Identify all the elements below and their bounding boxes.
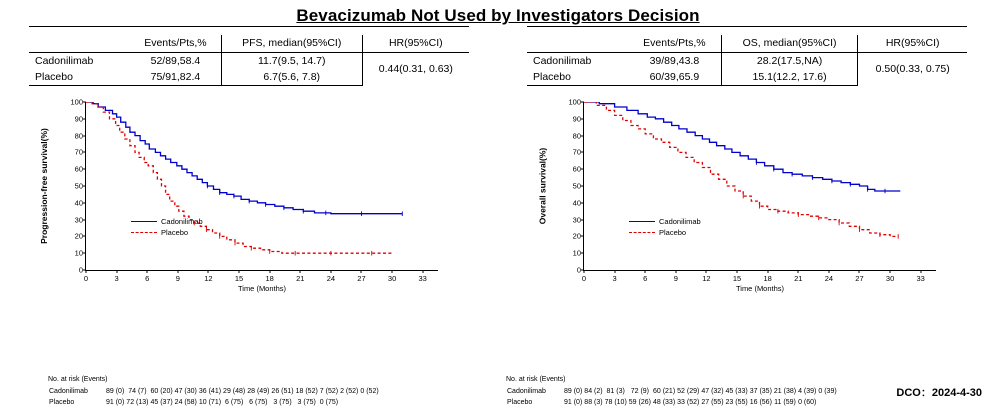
legend-swatch-cadonilimab [131, 221, 157, 222]
row-label-cadonilimab: Cadonilimab [35, 55, 94, 67]
x-tick-label: 30 [387, 274, 397, 283]
x-tick-label: 3 [114, 274, 119, 283]
y-tick-label: 20 [74, 231, 83, 241]
risk-cell: 45 (37) [150, 399, 173, 406]
y-tick-mark [581, 202, 584, 203]
risk-row-label: Cadonilimab [49, 388, 88, 395]
row-median-cadonilimab: 28.2(17.5,NA) [721, 53, 858, 70]
risk-row [48, 397, 380, 408]
y-tick-label: 80 [572, 131, 581, 141]
page-title: Bevacizumab Not Used by Investigators Decision [296, 6, 700, 25]
x-tick-label: 3 [612, 274, 617, 283]
risk-table-header: No. at risk (Events) [506, 376, 566, 383]
panel-pfs [0, 26, 498, 406]
x-axis-label-os: Time (Months) [735, 284, 785, 293]
row-label-placebo: Placebo [527, 69, 628, 86]
y-tick-label: 50 [572, 181, 581, 191]
x-tick-label: 18 [265, 274, 274, 283]
row-median-placebo: 15.1(12.2, 17.6) [721, 69, 858, 86]
km-curve-cadonilimab [584, 102, 900, 191]
summary-header-events: Events/Pts,% [130, 35, 221, 53]
y-tick-label: 90 [572, 114, 581, 124]
row-events-placebo: 60/39,65.9 [628, 69, 721, 86]
x-tick-mark [645, 270, 646, 273]
x-tick-mark [422, 270, 423, 273]
x-tick-label: 33 [418, 274, 427, 283]
risk-cell: 27 (55) [701, 399, 724, 406]
row-label-placebo: Placebo [29, 69, 130, 86]
y-tick-label: 70 [572, 147, 581, 157]
risk-cell: 47 (30) [174, 388, 197, 395]
risk-cell: 81 (3) [606, 388, 625, 395]
x-tick-label: 33 [916, 274, 925, 283]
x-tick-mark [614, 270, 615, 273]
x-tick-label: 27 [357, 274, 366, 283]
y-tick-label: 40 [74, 198, 83, 208]
x-tick-mark [330, 270, 331, 273]
x-tick-label: 24 [824, 274, 834, 283]
y-tick-label: 20 [572, 231, 581, 241]
legend-label-cadonilimab: Cadonilimab [161, 217, 203, 226]
y-tick-mark [83, 236, 86, 237]
table-row [29, 53, 469, 70]
x-tick-mark [116, 270, 117, 273]
x-tick-label: 9 [673, 274, 678, 283]
panels-container [0, 26, 996, 406]
summary-header-events: Events/Pts,% [628, 35, 721, 53]
row-hr-value: 0.50(0.33, 0.75) [858, 53, 967, 86]
row-hr-value: 0.44(0.31, 0.63) [362, 53, 469, 86]
risk-cell: 91 (0) [564, 399, 583, 406]
risk-cell: 60 (20) [150, 388, 173, 395]
risk-cell: 36 (41) [198, 388, 222, 395]
risk-cell: 88 (3) [584, 399, 603, 406]
x-tick-mark [798, 270, 799, 273]
x-tick-label: 6 [145, 274, 150, 283]
row-median-placebo: 6.7(5.6, 7.8) [221, 69, 362, 86]
table-row [527, 53, 967, 70]
plot-axes-os [568, 97, 936, 293]
table-top-rule [29, 26, 469, 27]
x-tick-mark [361, 270, 362, 273]
y-tick-mark [83, 135, 86, 136]
risk-cell: 3 (75) [273, 399, 292, 406]
risk-cell: 52 (29) [677, 388, 700, 395]
risk-row [506, 397, 838, 408]
x-axis-label-pfs: Time (Months) [237, 284, 287, 293]
y-tick-mark [581, 253, 584, 254]
x-tick-label: 15 [234, 274, 244, 283]
risk-cell: 45 (33) [725, 388, 748, 395]
panel-os [498, 26, 996, 406]
legend-swatch-placebo [629, 232, 655, 233]
summary-table-os [527, 35, 967, 86]
risk-table-body [48, 386, 380, 408]
y-axis-label-os: Overall survival(%) [537, 147, 548, 224]
y-tick-label: 70 [74, 147, 83, 157]
x-tick-mark [584, 270, 585, 273]
risk-table-body [506, 386, 838, 408]
risk-cell: 24 (58) [174, 399, 197, 406]
risk-cell: 60 (21) [652, 388, 676, 395]
km-curve-cadonilimab [86, 102, 402, 214]
risk-cell: 16 (56) [749, 399, 772, 406]
y-tick-label: 100 [70, 97, 83, 107]
risk-cell: 6 (75) [249, 399, 268, 406]
summary-header-hr: HR(95%CI) [362, 35, 469, 53]
x-tick-label: 0 [581, 274, 587, 283]
y-tick-label: 100 [568, 97, 581, 107]
summary-header-median: OS, median(95%CI) [721, 35, 858, 53]
summary-header-blank [527, 35, 628, 53]
y-tick-mark [581, 152, 584, 153]
y-tick-label: 10 [572, 248, 581, 258]
y-tick-mark [581, 186, 584, 187]
plot-axes-pfs [70, 97, 438, 293]
risk-cell: 47 (32) [701, 388, 724, 395]
risk-cell: 21 (38) [773, 388, 797, 395]
y-tick-label: 30 [572, 215, 581, 225]
legend-item [629, 227, 701, 238]
risk-cell: 28 (49) [247, 388, 270, 395]
y-tick-label: 0 [576, 265, 581, 275]
y-tick-mark [83, 152, 86, 153]
y-tick-mark [83, 186, 86, 187]
risk-cell: 48 (33) [652, 399, 676, 406]
legend-swatch-cadonilimab [629, 221, 655, 222]
x-tick-mark [147, 270, 148, 273]
risk-cell: 3 (75) [297, 399, 316, 406]
risk-cell: 33 (52) [677, 399, 700, 406]
risk-row-label: Cadonilimab [507, 388, 546, 395]
km-curves-pfs [86, 102, 438, 270]
legend-os [629, 216, 701, 238]
legend-item [131, 227, 203, 238]
y-tick-label: 60 [74, 164, 83, 174]
risk-table-header: No. at risk (Events) [48, 376, 108, 383]
x-tick-mark [392, 270, 393, 273]
risk-cell: 89 (0) [106, 388, 125, 395]
row-events-cadonilimab: 39/89,43.8 [649, 55, 700, 67]
row-events-cadonilimab: 52/89,58.4 [150, 55, 201, 67]
x-tick-label: 21 [296, 274, 305, 283]
y-tick-label: 80 [74, 131, 83, 141]
summary-header-median: PFS, median(95%CI) [221, 35, 362, 53]
x-tick-mark [767, 270, 768, 273]
x-tick-mark [706, 270, 707, 273]
x-tick-mark [269, 270, 270, 273]
x-tick-mark [828, 270, 829, 273]
summary-table-pfs [29, 35, 469, 86]
x-tick-mark [239, 270, 240, 273]
y-tick-mark [581, 219, 584, 220]
risk-cell: 18 (52) [295, 388, 318, 395]
x-tick-label: 0 [83, 274, 89, 283]
x-tick-label: 18 [763, 274, 772, 283]
risk-cell [339, 397, 359, 408]
risk-cell [817, 397, 837, 408]
y-axis-label-pfs: Progression-free survival(%) [39, 127, 50, 244]
legend-pfs [131, 216, 203, 238]
risk-cell [359, 397, 379, 408]
summary-header-blank [29, 35, 130, 53]
x-tick-mark [208, 270, 209, 273]
risk-cell: 37 (35) [749, 388, 772, 395]
x-tick-mark [920, 270, 921, 273]
risk-cell: 6 (75) [224, 399, 244, 406]
risk-cell: 11 (59) [774, 399, 796, 406]
row-median-cadonilimab: 11.7(9.5, 14.7) [221, 53, 362, 70]
y-tick-mark [581, 169, 584, 170]
x-tick-label: 15 [732, 274, 742, 283]
x-tick-mark [859, 270, 860, 273]
x-tick-label: 6 [643, 274, 648, 283]
summary-header-hr: HR(95%CI) [858, 35, 967, 53]
y-tick-label: 0 [78, 265, 83, 275]
x-tick-mark [177, 270, 178, 273]
risk-row [48, 386, 380, 397]
legend-item [131, 216, 203, 227]
risk-table-os [506, 374, 838, 408]
risk-cell: 0 (39) [818, 388, 837, 395]
risk-cell: 29 (48) [223, 388, 246, 395]
x-tick-label: 9 [175, 274, 180, 283]
legend-label-cadonilimab: Cadonilimab [659, 217, 701, 226]
risk-cell: 4 (39) [798, 388, 817, 395]
risk-cell: 89 (0) [564, 388, 583, 395]
risk-cell: 23 (55) [725, 399, 748, 406]
y-tick-mark [581, 236, 584, 237]
risk-cell: 78 (10) [604, 399, 627, 406]
risk-cell: 7 (52) [319, 388, 339, 395]
y-tick-mark [83, 102, 86, 103]
x-tick-mark [86, 270, 87, 273]
y-tick-label: 10 [74, 248, 83, 258]
y-tick-label: 50 [74, 181, 83, 191]
risk-cell: 2 (52) [340, 388, 359, 395]
y-tick-mark [83, 202, 86, 203]
y-tick-mark [83, 219, 86, 220]
y-tick-label: 90 [74, 114, 83, 124]
x-tick-mark [890, 270, 891, 273]
x-tick-label: 12 [204, 274, 213, 283]
x-tick-label: 24 [326, 274, 336, 283]
legend-item [629, 216, 701, 227]
risk-cell: 59 (26) [628, 399, 651, 406]
risk-table-pfs [48, 374, 380, 408]
legend-label-placebo: Placebo [161, 228, 189, 237]
row-events-placebo: 75/91,82.4 [130, 69, 221, 86]
risk-row [506, 386, 838, 397]
legend-label-placebo: Placebo [659, 228, 687, 237]
legend-swatch-placebo [131, 232, 157, 233]
risk-cell: 0 (52) [360, 388, 379, 395]
risk-cell: 91 (0) [106, 399, 125, 406]
risk-row-label: Placebo [507, 399, 533, 406]
plot-os [537, 98, 957, 298]
y-tick-mark [581, 135, 584, 136]
km-curves-os [584, 102, 936, 270]
risk-cell: 26 (51) [271, 388, 294, 395]
risk-cell: 72 (9) [630, 388, 650, 395]
x-tick-label: 30 [885, 274, 895, 283]
y-tick-mark [83, 169, 86, 170]
y-tick-label: 60 [572, 164, 581, 174]
risk-cell: 72 (13) [126, 399, 149, 406]
risk-cell: 74 (7) [128, 388, 147, 395]
y-tick-mark [581, 118, 584, 119]
x-tick-label: 27 [855, 274, 864, 283]
risk-cell: 0 (75) [319, 399, 339, 406]
risk-cell: 0 (60) [798, 399, 817, 406]
x-tick-mark [737, 270, 738, 273]
y-tick-label: 30 [74, 215, 83, 225]
y-tick-mark [83, 253, 86, 254]
dco-label: DCO：2024-4-30 [896, 387, 982, 399]
y-tick-label: 40 [572, 198, 581, 208]
y-tick-mark [83, 118, 86, 119]
x-tick-label: 12 [702, 274, 711, 283]
row-label-cadonilimab: Cadonilimab [533, 55, 592, 67]
risk-cell: 10 (71) [198, 399, 222, 406]
plot-pfs [39, 98, 459, 298]
risk-row-label: Placebo [49, 399, 75, 406]
table-top-rule [527, 26, 967, 27]
risk-cell: 84 (2) [584, 388, 603, 395]
x-tick-mark [675, 270, 676, 273]
x-tick-label: 21 [794, 274, 803, 283]
y-tick-mark [581, 102, 584, 103]
x-tick-mark [300, 270, 301, 273]
